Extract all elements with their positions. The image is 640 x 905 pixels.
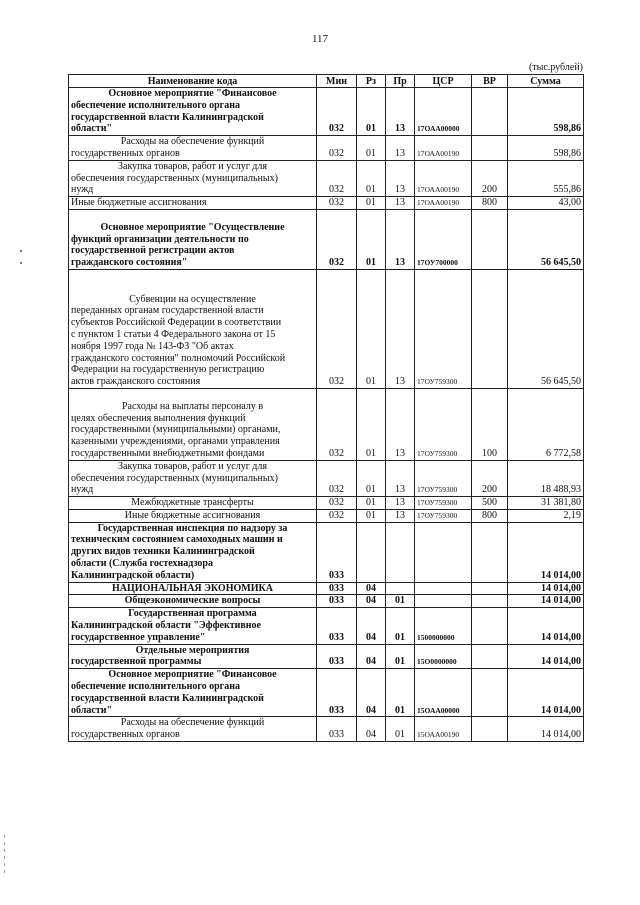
row-name: [69, 209, 317, 269]
table-header-row: [69, 75, 584, 88]
row-pr: 01: [386, 644, 415, 669]
row-name-line: ноября 1997 года № 143-ФЗ "Об актах: [71, 340, 234, 352]
row-name-line: государственной регистрации актов: [71, 245, 235, 257]
row-name-line: [71, 210, 314, 222]
row-name-line: нужд: [71, 484, 94, 496]
table-row: [69, 197, 584, 210]
row-vr: [472, 717, 508, 742]
row-sum: 56 645,50: [508, 209, 584, 269]
row-name-line: актов гражданского состояния: [71, 376, 201, 388]
row-name: [69, 582, 317, 595]
row-name: [69, 88, 317, 136]
row-name-line: государственными внебюджетными фондами: [71, 447, 265, 459]
row-name-line: обеспечение исполнительного органа: [71, 681, 240, 693]
row-vr: 500: [472, 497, 508, 510]
row-name: [69, 717, 317, 742]
row-sum: 2,19: [508, 509, 584, 522]
row-name: [69, 595, 317, 608]
row-csr: 15ОАА00190: [415, 717, 472, 742]
table-row: [69, 269, 584, 388]
row-name-line: целях обеспечения выполнения функций: [71, 412, 246, 424]
row-name-line: техническим состоянием самоходных машин и: [71, 534, 283, 546]
row-name: [69, 460, 317, 496]
table-row: [69, 522, 584, 582]
row-sum: 18 488,93: [508, 460, 584, 496]
row-min: 033: [317, 644, 357, 669]
row-csr: 17ОАА00190: [415, 197, 472, 210]
row-sum: 14 014,00: [508, 522, 584, 582]
row-rz: 04: [357, 717, 386, 742]
row-min: 032: [317, 88, 357, 136]
row-csr: 17ОУ759300: [415, 460, 472, 496]
row-name: [69, 269, 317, 388]
row-sum: 43,00: [508, 197, 584, 210]
row-pr: 01: [386, 717, 415, 742]
row-rz: 04: [357, 595, 386, 608]
row-rz: 01: [357, 269, 386, 388]
row-sum: 14 014,00: [508, 669, 584, 717]
row-name-line: гражданского состояния": [71, 257, 188, 269]
row-rz: 04: [357, 582, 386, 595]
row-rz: 01: [357, 160, 386, 196]
row-name-line: государственное управление": [71, 631, 206, 643]
row-name-line: государственными (муниципальными) органами,: [71, 424, 281, 436]
row-name-line: Калининградской области "Эффективное: [71, 620, 261, 632]
table-row: [69, 497, 584, 510]
row-csr: 17ОУ759300: [415, 509, 472, 522]
header-vr: ВР: [472, 75, 508, 88]
row-csr: 1500000000: [415, 608, 472, 644]
row-name-line: субъектов Российской Федерации в соответствии: [71, 317, 282, 329]
row-csr: 17ОУ759300: [415, 388, 472, 460]
row-vr: [472, 669, 508, 717]
row-name-line: Закупка товаров, работ и услуг для: [118, 160, 267, 172]
header-pr: Пр: [386, 75, 415, 88]
row-name-line: Государственная инспекция по надзору за: [97, 522, 288, 534]
scan-marks: [20, 250, 26, 280]
row-sum: 598,86: [508, 136, 584, 161]
row-name: [69, 136, 317, 161]
row-vr: 200: [472, 460, 508, 496]
row-pr: 13: [386, 209, 415, 269]
row-name-line: Общеэкономические вопросы: [124, 595, 261, 607]
row-name: [69, 509, 317, 522]
row-vr: [472, 88, 508, 136]
row-csr: [415, 522, 472, 582]
row-pr: 01: [386, 669, 415, 717]
table-row: [69, 460, 584, 496]
row-name-line: Основное мероприятие "Финансовое: [108, 88, 277, 99]
row-pr: 13: [386, 136, 415, 161]
row-name-line: гражданского состояния" полномочий Российской: [71, 352, 286, 364]
row-name-line: Основное мероприятие "Финансовое: [108, 669, 277, 681]
units-label: (тыс.рублей): [528, 62, 583, 73]
row-pr: 01: [386, 595, 415, 608]
table-row: [69, 136, 584, 161]
table-row: [69, 88, 584, 136]
row-name-line: Иные бюджетные ассигнования: [71, 197, 207, 209]
row-vr: [472, 644, 508, 669]
row-rz: 01: [357, 509, 386, 522]
row-name-line: Отдельные мероприятия: [135, 644, 250, 656]
row-name-line: функций организации деятельности по: [71, 233, 249, 245]
row-name: [69, 388, 317, 460]
row-pr: 13: [386, 197, 415, 210]
row-name-line: Субвенции на осуществление: [129, 293, 256, 305]
row-name-line: [71, 389, 314, 401]
row-rz: 01: [357, 88, 386, 136]
row-pr: 13: [386, 509, 415, 522]
row-min: 033: [317, 582, 357, 595]
row-min: 033: [317, 608, 357, 644]
row-vr: [472, 595, 508, 608]
row-vr: 800: [472, 509, 508, 522]
row-name-line: обеспечения государственных (муниципальных): [71, 172, 278, 184]
budget-table: [68, 74, 584, 742]
table-row: [69, 717, 584, 742]
row-name-line: области": [71, 704, 113, 716]
row-sum: 14 014,00: [508, 608, 584, 644]
header-min: Мин: [317, 75, 357, 88]
row-name-line: обеспечения государственных (муниципальных): [71, 472, 278, 484]
row-rz: [357, 522, 386, 582]
row-name-line: области": [71, 123, 113, 135]
row-pr: 13: [386, 160, 415, 196]
row-name-line: казенными учреждениями, органами управления: [71, 436, 280, 448]
row-min: 032: [317, 160, 357, 196]
row-pr: [386, 582, 415, 595]
row-min: 032: [317, 136, 357, 161]
row-sum: 555,86: [508, 160, 584, 196]
table-row: [69, 582, 584, 595]
row-name-line: других видов техники Калининградской: [71, 546, 255, 558]
row-csr: 17ОАА00190: [415, 136, 472, 161]
row-name: [69, 160, 317, 196]
table-row: [69, 608, 584, 644]
row-vr: [472, 608, 508, 644]
row-name-line: обеспечение исполнительного органа: [71, 99, 240, 111]
row-csr: 17ОАА00000: [415, 88, 472, 136]
row-vr: [472, 269, 508, 388]
row-vr: [472, 582, 508, 595]
row-name-line: Расходы на обеспечение функций: [120, 136, 265, 148]
row-rz: 01: [357, 497, 386, 510]
row-sum: 14 014,00: [508, 582, 584, 595]
row-name: [69, 669, 317, 717]
row-min: 033: [317, 717, 357, 742]
row-sum: 598,86: [508, 88, 584, 136]
row-sum: 14 014,00: [508, 644, 584, 669]
row-rz: 04: [357, 644, 386, 669]
row-pr: [386, 522, 415, 582]
row-name-line: Межбюджетные трансферты: [131, 497, 254, 509]
table-row: [69, 209, 584, 269]
row-name-line: государственных органов: [71, 147, 180, 159]
row-name-line: Расходы на выплаты персоналу в: [121, 400, 264, 412]
row-csr: 15О0000000: [415, 644, 472, 669]
row-sum: 56 645,50: [508, 269, 584, 388]
row-pr: 13: [386, 269, 415, 388]
row-min: 032: [317, 497, 357, 510]
row-name-line: государственной программы: [71, 656, 202, 668]
row-min: 032: [317, 509, 357, 522]
row-name-line: Расходы на обеспечение функций: [120, 717, 265, 729]
row-pr: 13: [386, 497, 415, 510]
row-name-line: Калининградской области): [71, 569, 195, 581]
table-row: [69, 509, 584, 522]
page-number: 117: [311, 33, 329, 45]
row-name-line: государственных органов: [71, 729, 180, 741]
row-name: [69, 522, 317, 582]
row-name-line: Основное мероприятие "Осуществление: [100, 221, 285, 233]
row-name-line: области (Служба гостехнадзора: [71, 558, 213, 570]
row-name-line: государственной власти Калининградской: [71, 692, 264, 704]
row-rz: 01: [357, 460, 386, 496]
table-row: [69, 644, 584, 669]
header-name: Наименование кода: [69, 75, 317, 88]
row-name-line: нужд: [71, 184, 94, 196]
row-rz: 01: [357, 209, 386, 269]
row-name-line: [71, 282, 314, 294]
table-row: [69, 669, 584, 717]
row-vr: 200: [472, 160, 508, 196]
row-sum: 31 381,80: [508, 497, 584, 510]
row-name-line: Государственная программа: [128, 608, 257, 620]
row-vr: [472, 136, 508, 161]
row-rz: 04: [357, 669, 386, 717]
row-name-line: НАЦИОНАЛЬНАЯ ЭКОНОМИКА: [112, 582, 273, 594]
row-min: 032: [317, 197, 357, 210]
row-name: [69, 197, 317, 210]
row-vr: 100: [472, 388, 508, 460]
row-vr: [472, 209, 508, 269]
row-csr: 17ОАА00190: [415, 160, 472, 196]
scan-marks-bottom: [4, 835, 7, 895]
row-pr: 01: [386, 608, 415, 644]
row-rz: 01: [357, 388, 386, 460]
table-row: [69, 595, 584, 608]
row-vr: 800: [472, 197, 508, 210]
row-csr: 17ОУ700000: [415, 209, 472, 269]
row-pr: 13: [386, 388, 415, 460]
row-min: 033: [317, 595, 357, 608]
row-name-line: государственной власти Калининградской: [71, 111, 264, 123]
row-name-line: переданных органам государственной власти: [71, 305, 264, 317]
row-min: 032: [317, 209, 357, 269]
row-csr: 15ОАА00000: [415, 669, 472, 717]
header-rz: Рз: [357, 75, 386, 88]
row-min: 032: [317, 269, 357, 388]
row-rz: 04: [357, 608, 386, 644]
row-name-line: с пунктом 1 статьи 4 Федерального закона от 15: [71, 328, 276, 340]
table-row: [69, 160, 584, 196]
row-rz: 01: [357, 197, 386, 210]
row-name-line: Иные бюджетные ассигнования: [124, 509, 261, 521]
row-sum: 14 014,00: [508, 717, 584, 742]
row-min: 032: [317, 460, 357, 496]
table-row: [69, 388, 584, 460]
row-pr: 13: [386, 88, 415, 136]
row-name-line: [71, 270, 314, 282]
header-sum: Сумма: [508, 75, 584, 88]
row-name-line: Федерации на государственную регистрацию: [71, 364, 265, 376]
row-pr: 13: [386, 460, 415, 496]
row-csr: [415, 582, 472, 595]
row-min: 033: [317, 522, 357, 582]
row-csr: 17ОУ759300: [415, 269, 472, 388]
row-min: 033: [317, 669, 357, 717]
row-name: [69, 644, 317, 669]
header-csr: ЦСР: [415, 75, 472, 88]
row-rz: 01: [357, 136, 386, 161]
row-vr: [472, 522, 508, 582]
row-sum: 14 014,00: [508, 595, 584, 608]
row-name: [69, 497, 317, 510]
row-csr: 17ОУ759300: [415, 497, 472, 510]
row-min: 032: [317, 388, 357, 460]
row-name-line: Закупка товаров, работ и услуг для: [118, 460, 267, 472]
row-sum: 6 772,58: [508, 388, 584, 460]
row-csr: [415, 595, 472, 608]
row-name: [69, 608, 317, 644]
